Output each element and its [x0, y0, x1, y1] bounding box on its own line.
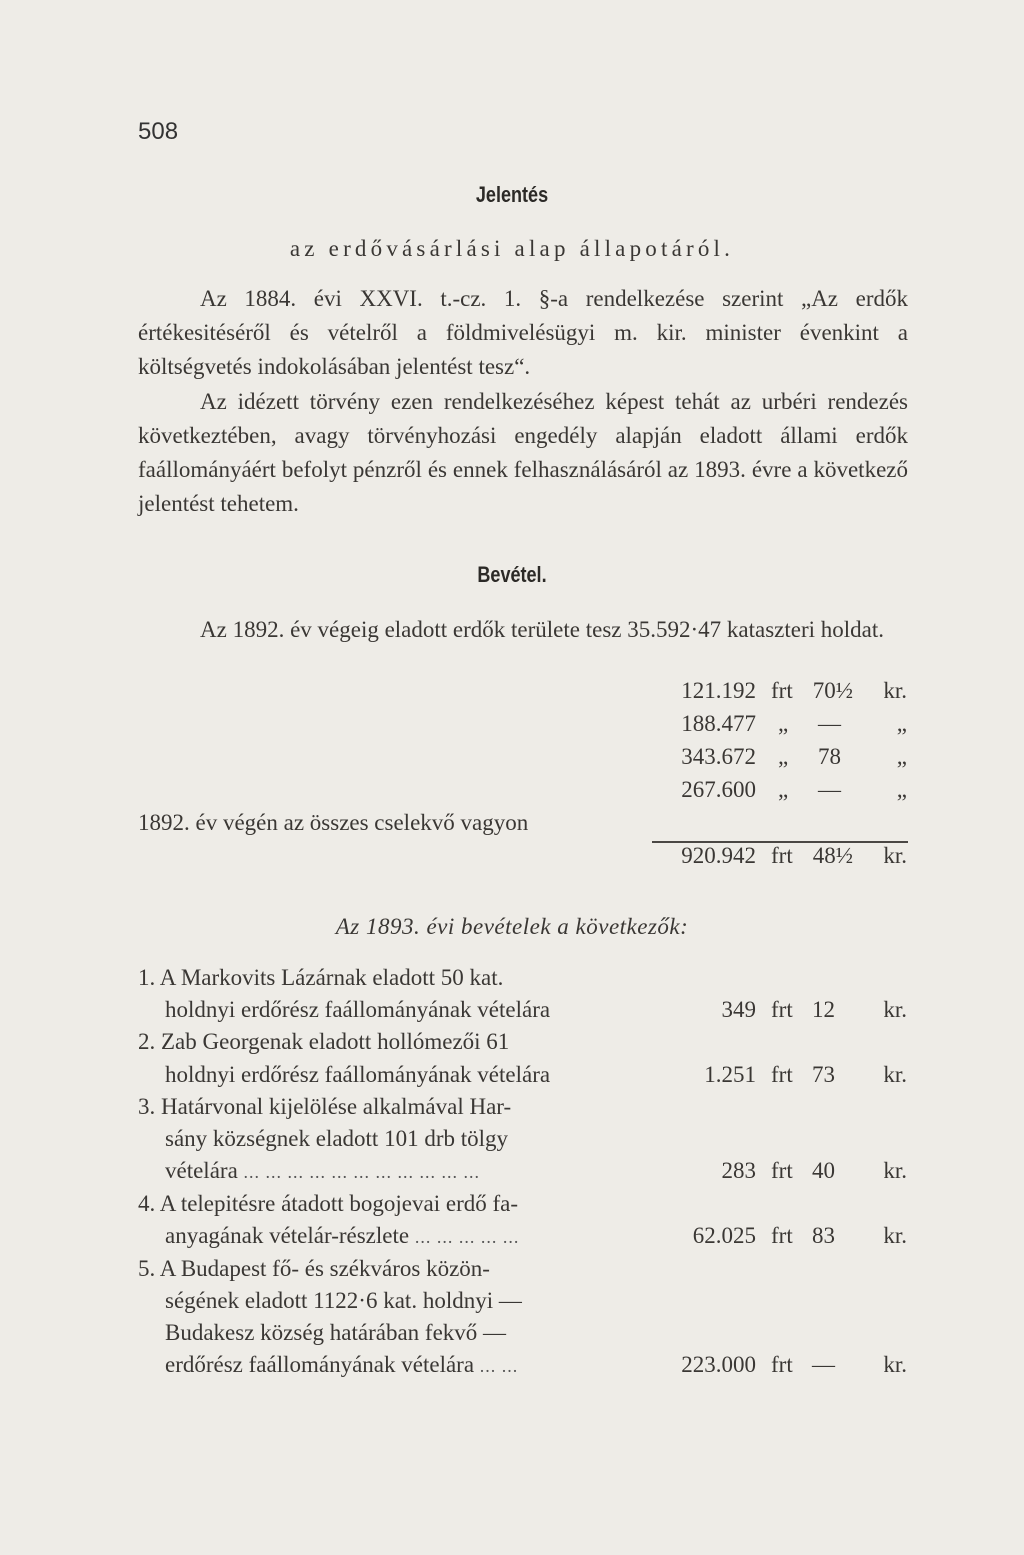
- kr-unit: kr.: [883, 1062, 907, 1087]
- intro-text: [138, 282, 908, 521]
- kr-unit: kr.: [883, 997, 907, 1022]
- item-text: vételára ... ... ... ... ... ... ... ... ... ... ...: [165, 1158, 481, 1183]
- balance-row: [0, 744, 1024, 776]
- amount-frt: 267.600: [681, 777, 756, 802]
- currency-unit: „: [778, 711, 789, 736]
- kr-unit: kr.: [883, 843, 907, 868]
- amount-frt: 62.025: [692, 1223, 756, 1248]
- item-text: 3. Határvonal kijelölése alkalmával Har-: [138, 1094, 512, 1119]
- intro-paragraph: Az 1884. évi XXVI. t.-cz. 1. §-a rendelkezése szerint „Az erdők értékesitéséről és vételről a földmivelésügyi m. kir. minister évenkint a költségvetés indokolásában jelentést tesz“.: [138, 286, 908, 380]
- currency-unit: frt: [771, 1158, 793, 1183]
- section-title-bevetel: Bevétel.: [477, 562, 547, 587]
- amount-kr: 12: [812, 997, 835, 1022]
- item-text: ségének eladott 1122·6 kat. holdnyi —: [165, 1288, 522, 1313]
- amount-kr: 73: [812, 1062, 835, 1087]
- kr-unit: „: [896, 777, 907, 802]
- currency-unit: frt: [771, 997, 793, 1022]
- amount-frt: 349: [721, 997, 756, 1022]
- amount-kr: 70½: [812, 678, 853, 703]
- intro-paragraph: Az idézett törvény ezen rendelkezéséhez képest tehát az urbéri rendezés következtében, avagy törvényhozási engedély alapján eladott állami erdők faállományáért befolyt pénzről és ennek felhasználásáról az 1893. évre a következő jelentést tehetem.: [138, 388, 908, 517]
- balance-row: [0, 711, 1024, 743]
- kr-unit: kr.: [883, 1352, 907, 1377]
- total-row-label: [0, 810, 1024, 842]
- amount-frt: 121.192: [681, 678, 756, 703]
- item-text: Budakesz község határában fekvő —: [165, 1320, 507, 1345]
- amount-kr: —: [818, 711, 841, 736]
- area-paragraph: Az 1892. év végeig eladott erdők területe tesz 35.592·47 kataszteri holdat.: [200, 617, 885, 642]
- kr-unit: „: [896, 744, 907, 769]
- item-text: sány községnek eladott 101 drb tölgy: [165, 1126, 509, 1151]
- kr-unit: kr.: [883, 678, 907, 703]
- currency-unit: frt: [771, 678, 793, 703]
- item-text: holdnyi erdőrész faállományának vételára: [165, 997, 551, 1022]
- kr-unit: kr.: [883, 1223, 907, 1248]
- currency-unit: „: [778, 777, 789, 802]
- total-amount-frt: 920.942: [681, 843, 756, 868]
- currency-unit: „: [778, 744, 789, 769]
- item-text: holdnyi erdőrész faállományának vételára: [165, 1062, 551, 1087]
- kr-unit: „: [896, 711, 907, 736]
- balance-row: [0, 777, 1024, 809]
- item-text: erdőrész faállományának vételára ... ...: [165, 1352, 519, 1377]
- amount-kr: 83: [812, 1223, 835, 1248]
- item-text: 2. Zab Georgenak eladott hollómezői 61: [138, 1029, 510, 1054]
- amount-kr: 40: [812, 1158, 835, 1183]
- total-amount-kr: 48½: [812, 843, 853, 868]
- balance-row: [0, 678, 1024, 710]
- currency-unit: frt: [771, 1223, 793, 1248]
- amount-frt: 1.251: [704, 1062, 756, 1087]
- amount-frt: 223.000: [681, 1352, 756, 1377]
- currency-unit: frt: [771, 1352, 793, 1377]
- page-number: 508: [138, 118, 179, 145]
- item-text: 5. A Budapest fő- és székváros közön-: [138, 1256, 490, 1281]
- currency-unit: frt: [771, 843, 793, 868]
- amount-frt: 188.477: [681, 711, 756, 736]
- item-text: anyagának vételár-részlete ... ... ... ... ...: [165, 1223, 520, 1248]
- income-intro: Az 1893. évi bevételek a következők:: [335, 914, 689, 939]
- currency-unit: frt: [771, 1062, 793, 1087]
- document-title: Jelentés: [475, 182, 549, 207]
- total-label: 1892. év végén az összes cselekvő vagyon: [138, 810, 529, 835]
- amount-kr: 78: [818, 744, 841, 769]
- item-text: 1. A Markovits Lázárnak eladott 50 kat.: [138, 965, 504, 990]
- document-subtitle: az erdővásárlási alap állapotáról.: [289, 236, 735, 261]
- item-text: 4. A telepitésre átadott bogojevai erdő fa-: [138, 1191, 519, 1216]
- amount-frt: 343.672: [681, 744, 756, 769]
- total-row: [0, 843, 1024, 875]
- amount-kr: —: [818, 777, 841, 802]
- amount-kr: —: [812, 1352, 835, 1377]
- kr-unit: kr.: [883, 1158, 907, 1183]
- amount-frt: 283: [721, 1158, 756, 1183]
